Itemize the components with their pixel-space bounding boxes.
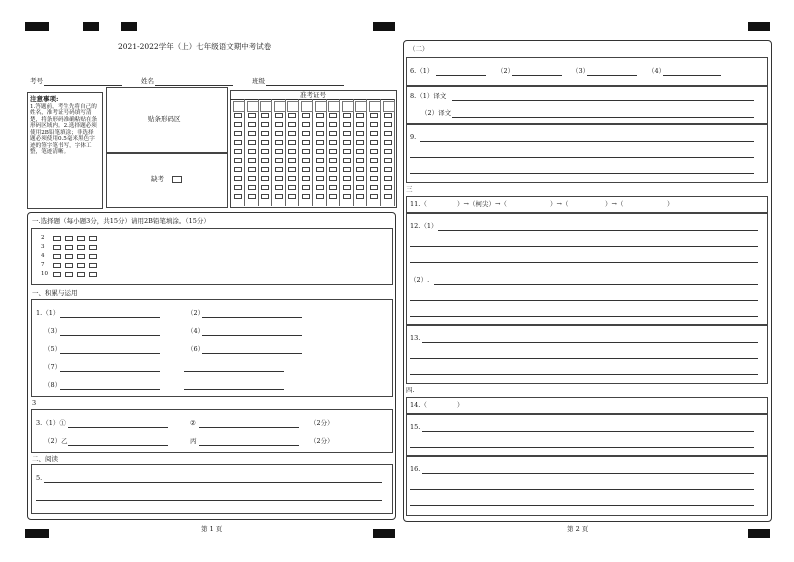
exam-number-write-cell[interactable] <box>301 101 313 112</box>
choice-bubble[interactable] <box>65 236 73 241</box>
q6-4-input[interactable] <box>663 75 721 76</box>
exam-number-bubble[interactable] <box>343 140 351 145</box>
q9-box <box>406 123 768 183</box>
section-3-header: 三 <box>406 185 413 193</box>
choice-bubble[interactable] <box>89 254 97 259</box>
exam-number-bubble[interactable] <box>384 194 392 199</box>
choice-bubble[interactable] <box>89 236 97 241</box>
exam-number-bubble[interactable] <box>248 176 256 181</box>
q9-label: 9. <box>410 133 417 141</box>
exam-number-bubble[interactable] <box>370 131 378 136</box>
exam-number-bubble[interactable] <box>356 113 364 118</box>
q16-input-line[interactable] <box>422 473 754 474</box>
section-2-header: （二） <box>409 45 429 53</box>
q15-input-line[interactable] <box>422 431 754 432</box>
q16-box <box>406 455 768 516</box>
q1-box <box>31 299 393 397</box>
exam-number-bubble[interactable] <box>302 194 310 199</box>
q15-box <box>406 413 768 457</box>
exam-number-bubble[interactable] <box>343 113 351 118</box>
notice-text: 1.答题前，考生先将自己的姓名，准考证号码填写清楚，将条形码准确粘贴在条形码区域内。2.选择题必须使用2B铅笔填涂；非选择题必须使用0.5毫米黑色字迹的签字笔书写，字体工整，笔迹清晰。 <box>30 104 98 155</box>
choice-number: 10 <box>41 271 48 277</box>
q11-seg: ）→（ <box>550 200 569 208</box>
exam-number-bubble[interactable] <box>288 149 296 154</box>
exam-number-bubble[interactable] <box>275 158 283 163</box>
exam-number-bubble[interactable] <box>316 194 324 199</box>
q6-3-input[interactable] <box>587 75 637 76</box>
q1-5-input[interactable] <box>60 353 160 354</box>
q13-input-line[interactable] <box>410 358 758 359</box>
q12-label-2: （2）. <box>410 276 430 284</box>
grid-column-divider <box>312 99 313 206</box>
exam-number-bubble[interactable] <box>288 176 296 181</box>
exam-number-bubble[interactable] <box>248 185 256 190</box>
exam-number-bubble[interactable] <box>275 149 283 154</box>
q1-item: （7） <box>44 363 62 371</box>
q3-2b-input[interactable] <box>199 445 299 446</box>
exam-number-write-cell[interactable] <box>369 101 381 112</box>
choice-bubble[interactable] <box>77 245 85 250</box>
q5-input-line[interactable] <box>36 500 382 501</box>
exam-number-bubble[interactable] <box>261 140 269 145</box>
choice-bubble[interactable] <box>65 254 73 259</box>
exam-number-bubble[interactable] <box>248 140 256 145</box>
q6-2-input[interactable] <box>512 75 562 76</box>
registration-mark <box>373 529 395 538</box>
exam-number-bubble[interactable] <box>275 122 283 127</box>
exam-number-bubble[interactable] <box>329 122 337 127</box>
exam-number-bubble[interactable] <box>384 167 392 172</box>
grid-column-divider <box>394 99 395 206</box>
registration-mark <box>25 529 49 538</box>
q3-header: 3 <box>32 399 37 407</box>
q6-1-input[interactable] <box>436 75 486 76</box>
exam-number-bubble[interactable] <box>384 140 392 145</box>
q8-row2-label: （2）译文 <box>421 109 452 117</box>
exam-number-bubble[interactable] <box>370 158 378 163</box>
exam-number-bubble[interactable] <box>302 176 310 181</box>
choice-number: 2 <box>41 235 45 241</box>
q15-label: 15. <box>410 423 421 431</box>
registration-mark <box>121 22 137 31</box>
exam-number-bubble[interactable] <box>384 158 392 163</box>
choice-bubble[interactable] <box>77 236 85 241</box>
grid-column-divider <box>366 99 367 206</box>
q12-label-1: 12.（1） <box>410 222 438 230</box>
exam-number-bubble[interactable] <box>302 149 310 154</box>
exam-number-bubble[interactable] <box>370 122 378 127</box>
section2-title: 一、积累与运用 <box>32 289 78 297</box>
exam-number-bubble[interactable] <box>261 113 269 118</box>
grid-column-divider <box>326 99 327 206</box>
section1-title: 一.选择题（每小题3分，共15分）请用2B铅笔填涂。（15分） <box>32 217 210 225</box>
exam-number-bubble[interactable] <box>275 113 283 118</box>
exam-number-bubble[interactable] <box>261 194 269 199</box>
q8-2-input[interactable] <box>452 117 754 118</box>
notice-title: 注意事项: <box>30 95 59 103</box>
exam-number-bubble[interactable] <box>288 113 296 118</box>
q1-item: （3） <box>44 327 62 335</box>
q12-1-input-line[interactable] <box>438 230 758 231</box>
choice-bubble[interactable] <box>77 263 85 268</box>
exam-number-bubble[interactable] <box>316 113 324 118</box>
exam-number-bubble[interactable] <box>370 194 378 199</box>
exam-number-bubble[interactable] <box>302 113 310 118</box>
choice-bubble[interactable] <box>53 263 61 268</box>
exam-number-bubble[interactable] <box>275 194 283 199</box>
choice-bubble[interactable] <box>65 263 73 268</box>
exam-number-bubble[interactable] <box>234 167 242 172</box>
q3-row2-score: （2分） <box>310 437 334 445</box>
exam-number-input[interactable] <box>44 85 122 86</box>
exam-number-bubble[interactable] <box>356 185 364 190</box>
registration-mark <box>373 22 395 31</box>
q1-3-input[interactable] <box>60 335 160 336</box>
exam-number-bubble[interactable] <box>302 158 310 163</box>
choice-bubble[interactable] <box>89 263 97 268</box>
exam-number-bubble[interactable] <box>261 185 269 190</box>
q12-2-input-line[interactable] <box>410 300 758 301</box>
q13-box <box>406 324 768 384</box>
grid-column-divider <box>271 99 272 206</box>
choice-bubble[interactable] <box>53 236 61 241</box>
exam-number-bubble[interactable] <box>234 131 242 136</box>
registration-mark <box>25 22 49 31</box>
exam-number-bubble[interactable] <box>370 140 378 145</box>
exam-number-bubble[interactable] <box>384 122 392 127</box>
exam-number-bubble[interactable] <box>275 167 283 172</box>
q3-row2-label-b: 丙 <box>190 437 197 445</box>
q15-input-line[interactable] <box>410 447 754 448</box>
q8-box <box>406 85 768 125</box>
exam-number-bubble[interactable] <box>329 185 337 190</box>
exam-number-bubble[interactable] <box>234 113 242 118</box>
q11-seg: ） <box>667 200 674 208</box>
exam-number-bubble[interactable] <box>248 113 256 118</box>
choice-bubble[interactable] <box>53 245 61 250</box>
q11-seg: ）→（ <box>605 200 624 208</box>
q1-6-input[interactable] <box>202 353 302 354</box>
choice-bubble[interactable] <box>89 272 97 277</box>
q3-row2-label: （2）乙 <box>44 437 68 445</box>
exam-number-bubble[interactable] <box>261 167 269 172</box>
exam-number-write-cell[interactable] <box>274 101 286 112</box>
q12-2-input-line[interactable] <box>410 316 758 317</box>
choice-bubble[interactable] <box>65 245 73 250</box>
absent-label: 缺考 <box>151 175 164 183</box>
q6-item: （3） <box>572 67 590 75</box>
q1-1-input[interactable] <box>60 317 160 318</box>
grid-column-divider <box>339 99 340 206</box>
grid-column-divider <box>258 99 259 206</box>
q1-2-input[interactable] <box>202 317 302 318</box>
exam-number-grid-title: 准考证号 <box>300 91 326 99</box>
q3-box <box>31 409 393 453</box>
choice-number: 4 <box>41 253 45 259</box>
exam-number-bubble[interactable] <box>356 158 364 163</box>
exam-number-bubble[interactable] <box>316 149 324 154</box>
exam-number-bubble[interactable] <box>343 158 351 163</box>
registration-mark <box>748 22 770 31</box>
choice-bubble[interactable] <box>53 254 61 259</box>
q9-input-line[interactable] <box>420 141 754 142</box>
absent-checkbox[interactable] <box>172 176 182 183</box>
exam-number-bubble[interactable] <box>329 131 337 136</box>
exam-number-write-cell[interactable] <box>287 101 299 112</box>
exam-number-bubble[interactable] <box>248 122 256 127</box>
q6-item: （2） <box>497 67 515 75</box>
exam-number-write-cell[interactable] <box>342 101 354 112</box>
exam-number-bubble[interactable] <box>248 131 256 136</box>
exam-number-bubble[interactable] <box>343 122 351 127</box>
q1-8-input[interactable] <box>60 389 160 390</box>
exam-number-bubble[interactable] <box>288 122 296 127</box>
exam-number-bubble[interactable] <box>384 131 392 136</box>
exam-number-bubble[interactable] <box>356 149 364 154</box>
choice-bubble[interactable] <box>53 272 61 277</box>
exam-number-bubble[interactable] <box>316 122 324 127</box>
grid-column-divider <box>285 99 286 206</box>
exam-number-bubble[interactable] <box>343 194 351 199</box>
exam-number-bubble[interactable] <box>288 158 296 163</box>
q14-label: 14.（ <box>410 401 427 409</box>
exam-number-bubble[interactable] <box>234 149 242 154</box>
exam-number-bubble[interactable] <box>343 131 351 136</box>
q1-item: 1.（1） <box>36 309 60 317</box>
choice-bubble[interactable] <box>77 272 85 277</box>
exam-number-bubble[interactable] <box>302 185 310 190</box>
q16-input-line[interactable] <box>410 489 754 490</box>
exam-number-bubble[interactable] <box>329 194 337 199</box>
choice-box <box>31 228 393 285</box>
q1-4-input[interactable] <box>202 335 302 336</box>
q1-7b-input[interactable] <box>184 371 284 372</box>
exam-number-bubble[interactable] <box>329 167 337 172</box>
exam-number-bubble[interactable] <box>275 185 283 190</box>
exam-number-bubble[interactable] <box>234 194 242 199</box>
exam-number-bubble[interactable] <box>248 194 256 199</box>
exam-number-bubble[interactable] <box>261 158 269 163</box>
exam-number-bubble[interactable] <box>356 131 364 136</box>
q16-input-line[interactable] <box>410 505 754 506</box>
exam-number-write-cell[interactable] <box>315 101 327 112</box>
exam-number-bubble[interactable] <box>356 167 364 172</box>
q3-1a-input[interactable] <box>68 427 168 428</box>
exam-number-bubble[interactable] <box>343 167 351 172</box>
exam-number-bubble[interactable] <box>329 149 337 154</box>
exam-number-write-cell[interactable] <box>247 101 259 112</box>
exam-number-bubble[interactable] <box>316 158 324 163</box>
exam-number-bubble[interactable] <box>384 176 392 181</box>
exam-number-bubble[interactable] <box>370 185 378 190</box>
exam-number-bubble[interactable] <box>329 140 337 145</box>
exam-number-bubble[interactable] <box>234 176 242 181</box>
exam-number-bubble[interactable] <box>384 149 392 154</box>
q14-close: ） <box>457 401 464 409</box>
q13-input-line[interactable] <box>410 374 758 375</box>
exam-number-bubble[interactable] <box>288 131 296 136</box>
field-label-exam-number: 考号 <box>30 77 43 85</box>
registration-mark <box>748 529 770 538</box>
choice-bubble[interactable] <box>89 245 97 250</box>
q11-seg: 11.（ <box>410 200 427 208</box>
grid-column-divider <box>244 99 245 206</box>
barcode-label: 贴条形码区 <box>148 115 181 123</box>
q3-2a-input[interactable] <box>68 445 168 446</box>
section-4-header: 四. <box>406 386 415 394</box>
q3-row1-label: 3.（1）① <box>36 419 66 427</box>
exam-number-bubble[interactable] <box>316 176 324 181</box>
exam-number-bubble[interactable] <box>316 167 324 172</box>
exam-number-bubble[interactable] <box>370 176 378 181</box>
exam-number-bubble[interactable] <box>302 167 310 172</box>
exam-number-bubble[interactable] <box>234 122 242 127</box>
exam-number-bubble[interactable] <box>275 131 283 136</box>
q3-row1-label-b: ② <box>190 419 196 427</box>
name-input[interactable] <box>155 85 233 86</box>
page-number: 第 1 页 <box>201 525 223 533</box>
q1-8b-input[interactable] <box>184 389 284 390</box>
registration-mark <box>83 22 99 31</box>
exam-number-bubble[interactable] <box>356 176 364 181</box>
exam-number-write-cell[interactable] <box>328 101 340 112</box>
q5-label: 5. <box>36 474 43 482</box>
exam-number-write-cell[interactable] <box>233 101 245 112</box>
q5-box <box>31 464 393 514</box>
section3-title: 二、阅读 <box>32 455 58 463</box>
exam-number-bubble[interactable] <box>343 185 351 190</box>
exam-number-bubble[interactable] <box>288 185 296 190</box>
q13-label: 13. <box>410 334 421 342</box>
q12-2-input-line[interactable] <box>434 284 758 285</box>
exam-number-bubble[interactable] <box>248 149 256 154</box>
exam-number-bubble[interactable] <box>288 140 296 145</box>
exam-number-bubble[interactable] <box>234 185 242 190</box>
q8-1-input[interactable] <box>452 100 754 101</box>
q9-input-line[interactable] <box>410 157 754 158</box>
exam-number-bubble[interactable] <box>329 113 337 118</box>
exam-number-bubble[interactable] <box>261 176 269 181</box>
grid-column-divider <box>353 99 354 206</box>
exam-number-bubble[interactable] <box>275 176 283 181</box>
q3-1b-input[interactable] <box>199 427 299 428</box>
exam-number-bubble[interactable] <box>356 122 364 127</box>
exam-number-bubble[interactable] <box>343 176 351 181</box>
field-label-name: 姓名 <box>141 77 154 85</box>
q11-seg: ）→（柯尖）→（ <box>457 200 507 208</box>
exam-number-bubble[interactable] <box>329 176 337 181</box>
q6-item: （4） <box>648 67 666 75</box>
exam-number-bubble[interactable] <box>248 167 256 172</box>
exam-number-bubble[interactable] <box>248 158 256 163</box>
q1-item: （5） <box>44 345 62 353</box>
exam-number-bubble[interactable] <box>370 149 378 154</box>
exam-number-write-cell[interactable] <box>383 101 395 112</box>
exam-number-bubble[interactable] <box>288 194 296 199</box>
exam-number-bubble[interactable] <box>356 194 364 199</box>
choice-number: 7 <box>41 262 45 268</box>
q12-1-input-line[interactable] <box>410 246 758 247</box>
exam-number-bubble[interactable] <box>316 131 324 136</box>
exam-number-bubble[interactable] <box>288 167 296 172</box>
choice-bubble[interactable] <box>77 254 85 259</box>
exam-number-bubble[interactable] <box>329 158 337 163</box>
exam-number-bubble[interactable] <box>316 185 324 190</box>
exam-number-bubble[interactable] <box>316 140 324 145</box>
field-label-class: 班级 <box>252 77 265 85</box>
exam-title: 2021-2022学年（上）七年级语文期中考试卷 <box>118 42 272 51</box>
exam-number-bubble[interactable] <box>261 149 269 154</box>
absent-area <box>106 152 228 208</box>
exam-number-bubble[interactable] <box>234 158 242 163</box>
q1-item: （8） <box>44 381 62 389</box>
exam-number-bubble[interactable] <box>343 149 351 154</box>
q9-input-line[interactable] <box>410 173 754 174</box>
q1-item: （4） <box>187 327 205 335</box>
q16-label: 16. <box>410 465 421 473</box>
exam-number-bubble[interactable] <box>261 131 269 136</box>
exam-number-bubble[interactable] <box>261 122 269 127</box>
q1-item: （6） <box>187 345 205 353</box>
class-input[interactable] <box>266 85 344 86</box>
exam-number-bubble[interactable] <box>384 185 392 190</box>
exam-number-bubble[interactable] <box>302 140 310 145</box>
exam-number-bubble[interactable] <box>370 113 378 118</box>
exam-number-bubble[interactable] <box>356 140 364 145</box>
exam-number-bubble[interactable] <box>275 140 283 145</box>
q1-7-input[interactable] <box>60 371 160 372</box>
page-number: 第 2 页 <box>567 525 589 533</box>
exam-number-bubble[interactable] <box>370 167 378 172</box>
choice-bubble[interactable] <box>65 272 73 277</box>
q5-input-line[interactable] <box>44 482 382 483</box>
q8-row1-label: 8.（1）译文 <box>410 92 447 100</box>
q1-item: （2） <box>187 309 205 317</box>
exam-number-bubble[interactable] <box>384 113 392 118</box>
q13-input-line[interactable] <box>422 342 758 343</box>
exam-number-write-cell[interactable] <box>355 101 367 112</box>
exam-number-bubble[interactable] <box>234 140 242 145</box>
exam-number-bubble[interactable] <box>302 122 310 127</box>
grid-column-divider <box>380 99 381 206</box>
q12-1-input-line[interactable] <box>410 262 758 263</box>
q6-item: 6.（1） <box>410 67 434 75</box>
choice-number: 3 <box>41 244 45 250</box>
grid-column-divider <box>298 99 299 206</box>
exam-number-write-cell[interactable] <box>260 101 272 112</box>
q3-row1-score: （2分） <box>310 419 334 427</box>
exam-number-bubble[interactable] <box>302 131 310 136</box>
